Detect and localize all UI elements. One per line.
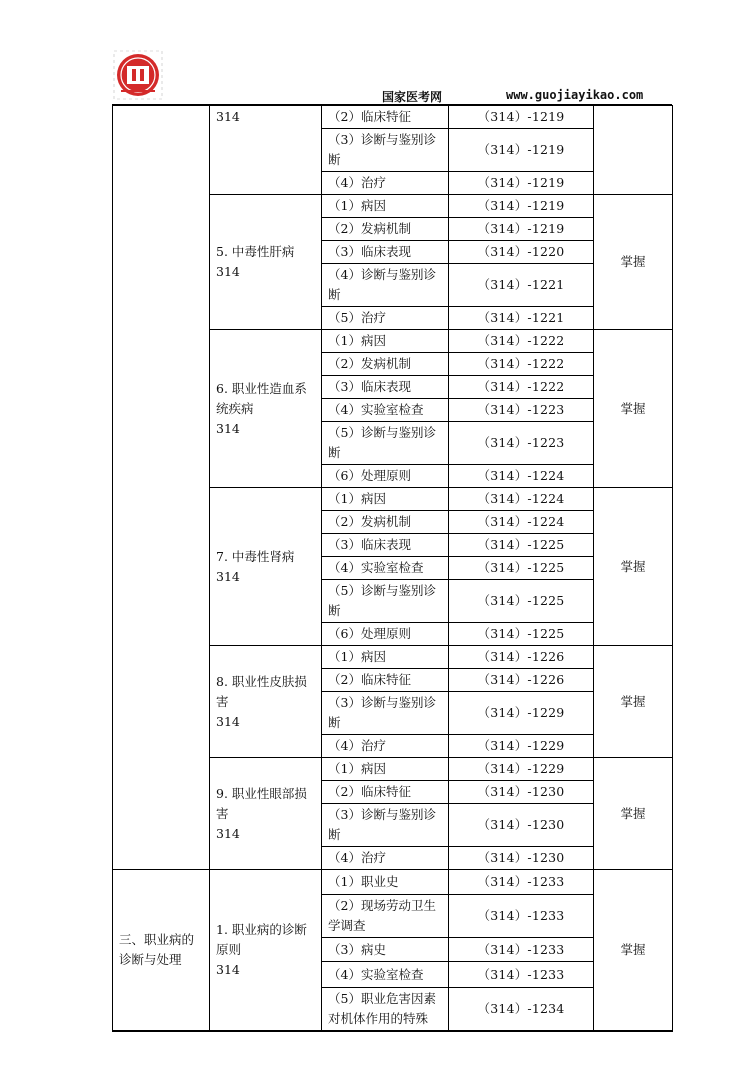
topic-reference: 314 (216, 825, 240, 841)
item-page-ref: （314）-1225 (449, 534, 594, 557)
item-label: （4）实验室检查 (322, 399, 449, 422)
item-label: （4）治疗 (322, 172, 449, 195)
requirement-cell (594, 106, 673, 195)
topic-title: 5. 中毒性肝病 (216, 244, 295, 259)
item-label: （4）治疗 (322, 847, 449, 870)
topic-title: 8. 职业性皮肤损害 (216, 673, 307, 709)
topic-title: 6. 职业性造血系统疾病 (216, 380, 307, 416)
item-page-ref: （314）-1219 (449, 129, 594, 172)
unit-cell: 三、职业病的诊断与处理 (113, 870, 210, 1032)
item-label: （5）治疗 (322, 307, 449, 330)
item-page-ref: （314）-1220 (449, 241, 594, 264)
topic-cell (210, 870, 322, 1032)
topic-reference: 314 (216, 420, 240, 436)
item-label: （3）临床表现 (322, 534, 449, 557)
requirement-cell: 掌握 (594, 330, 673, 488)
topic-title: 9. 职业性眼部损害 (216, 785, 307, 821)
topic-cell (210, 646, 322, 758)
item-page-ref: （314）-1233 (449, 870, 594, 895)
item-label: （2）现场劳动卫生学调查 (322, 895, 449, 938)
topic-title: 1. 职业病的诊断原则 (216, 922, 307, 957)
item-label: （1）病因 (322, 758, 449, 781)
topic-title: 7. 中毒性肾病 (216, 548, 295, 564)
site-name: 国家医考网 (382, 90, 443, 104)
item-label: （6）处理原则 (322, 465, 449, 488)
table-row (113, 106, 673, 129)
item-page-ref: （314）-1229 (449, 758, 594, 781)
syllabus-table (112, 105, 673, 1032)
item-page-ref: （314）-1225 (449, 557, 594, 580)
topic-reference: 314 (216, 264, 240, 279)
topic-cell (210, 488, 322, 646)
item-page-ref: （314）-1230 (449, 804, 594, 847)
item-label: （5）职业危害因素对机体作用的特殊 (322, 988, 449, 1032)
item-label: （1）职业史 (322, 870, 449, 895)
item-page-ref: （314）-1219 (449, 172, 594, 195)
item-label: （4）治疗 (322, 735, 449, 758)
item-label: （1）病因 (322, 330, 449, 353)
item-page-ref: （314）-1230 (449, 781, 594, 804)
topic-cell (210, 106, 322, 195)
item-page-ref: （314）-1224 (449, 465, 594, 488)
syllabus-table-body (113, 106, 673, 1032)
item-label: （3）临床表现 (322, 376, 449, 399)
item-label: （3）诊断与鉴别诊断 (322, 804, 449, 847)
item-page-ref: （314）-1230 (449, 847, 594, 870)
item-label: （3）诊断与鉴别诊断 (322, 692, 449, 735)
item-label: （3）临床表现 (322, 241, 449, 264)
requirement-cell: 掌握 (594, 758, 673, 870)
item-page-ref: （314）-1222 (449, 330, 594, 353)
item-page-ref: （314）-1229 (449, 692, 594, 735)
requirement-cell: 掌握 (594, 870, 673, 1032)
item-page-ref: （314）-1233 (449, 895, 594, 938)
item-page-ref: （314）-1234 (449, 988, 594, 1032)
item-label: （3）诊断与鉴别诊断 (322, 129, 449, 172)
item-page-ref: （314）-1221 (449, 307, 594, 330)
item-page-ref: （314）-1219 (449, 195, 594, 218)
item-page-ref: （314）-1233 (449, 938, 594, 962)
topic-cell (210, 758, 322, 870)
item-label: （1）病因 (322, 646, 449, 669)
item-page-ref: （314）-1229 (449, 735, 594, 758)
item-page-ref: （314）-1219 (449, 218, 594, 241)
seal-logo-icon (113, 50, 163, 100)
requirement-cell: 掌握 (594, 195, 673, 330)
item-page-ref: （314）-1221 (449, 264, 594, 307)
item-label: （5）诊断与鉴别诊断 (322, 422, 449, 465)
item-page-ref: （314）-1219 (449, 106, 594, 129)
item-page-ref: （314）-1222 (449, 376, 594, 399)
requirement-cell: 掌握 (594, 488, 673, 646)
item-label: （2）临床特征 (322, 781, 449, 804)
item-page-ref: （314）-1226 (449, 669, 594, 692)
item-page-ref: （314）-1233 (449, 962, 594, 988)
item-label: （1）病因 (322, 195, 449, 218)
topic-cell (210, 330, 322, 488)
site-url[interactable]: www.guojiayikao.com (506, 88, 644, 102)
item-page-ref: （314）-1225 (449, 623, 594, 646)
item-label: （4）诊断与鉴别诊断 (322, 264, 449, 307)
topic-reference: 314 (216, 109, 240, 124)
item-label: （4）实验室检查 (322, 962, 449, 988)
item-page-ref: （314）-1225 (449, 580, 594, 623)
item-page-ref: （314）-1224 (449, 488, 594, 511)
item-label: （2）发病机制 (322, 353, 449, 376)
item-label: （2）发病机制 (322, 511, 449, 534)
item-page-ref: （314）-1226 (449, 646, 594, 669)
topic-reference: 314 (216, 713, 240, 729)
item-label: （4）实验室检查 (322, 557, 449, 580)
item-label: （6）处理原则 (322, 623, 449, 646)
unit-cell (113, 106, 210, 870)
requirement-cell: 掌握 (594, 646, 673, 758)
item-page-ref: （314）-1223 (449, 399, 594, 422)
item-page-ref: （314）-1223 (449, 422, 594, 465)
item-page-ref: （314）-1222 (449, 353, 594, 376)
item-label: （2）临床特征 (322, 106, 449, 129)
topic-reference: 314 (216, 568, 240, 584)
topic-reference: 314 (216, 962, 240, 977)
table-row (113, 870, 673, 895)
item-label: （1）病因 (322, 488, 449, 511)
item-page-ref: （314）-1224 (449, 511, 594, 534)
topic-cell (210, 195, 322, 330)
item-label: （2）发病机制 (322, 218, 449, 241)
item-label: （3）病史 (322, 938, 449, 962)
item-label: （5）诊断与鉴别诊断 (322, 580, 449, 623)
item-label: （2）临床特征 (322, 669, 449, 692)
